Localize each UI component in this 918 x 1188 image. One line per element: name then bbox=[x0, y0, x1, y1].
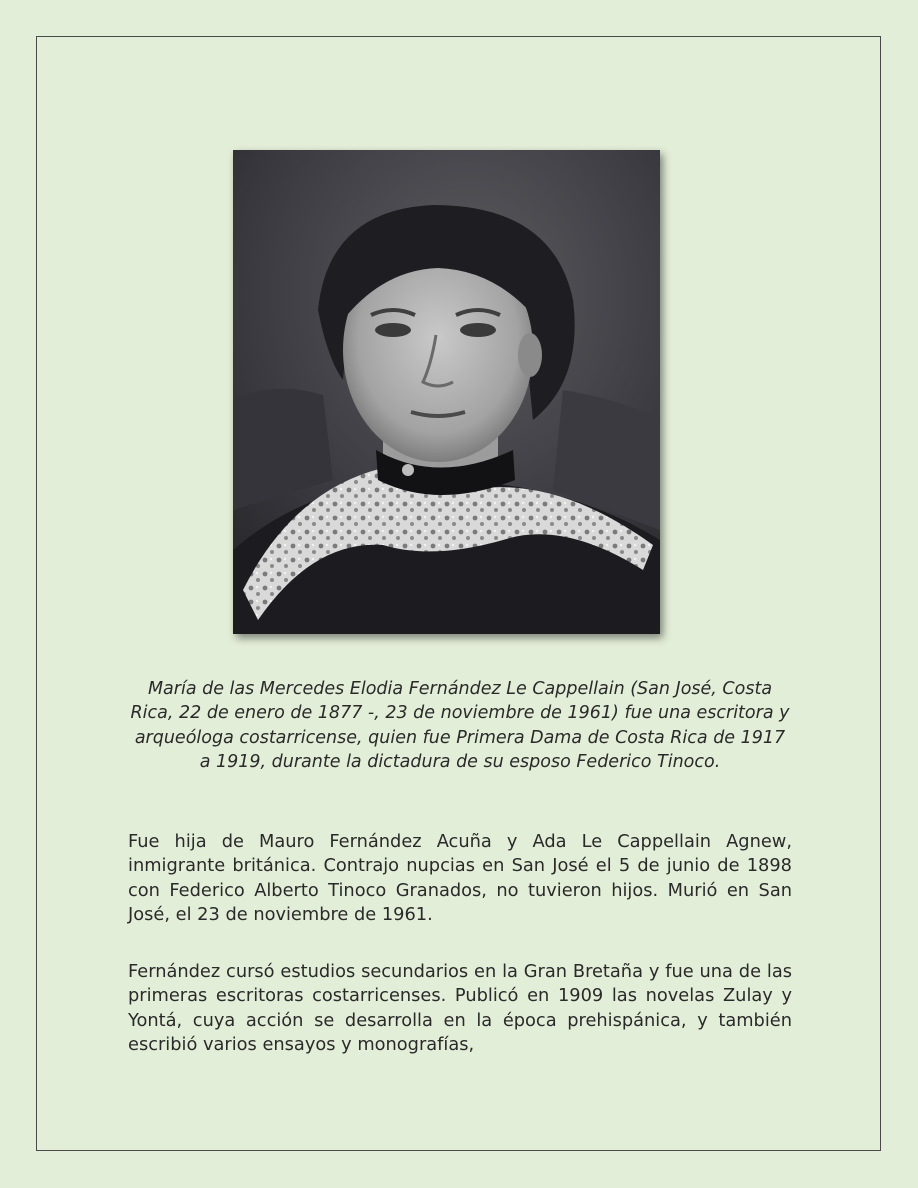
portrait-caption: María de las Mercedes Elodia Fernández Le Cappellain (San José, Costa Rica, 22 de enero de 1877 -, 23 de noviembre de 1961) fue una escritora y arqueóloga costarricense, quien fue Primera Dama de Costa Rica de 1917 a 1919, durante la dictadura de su esposo Federico Tinoco. bbox=[130, 679, 790, 773]
body-paragraph: Fernández cursó estudios secundarios en la Gran Bretaña y fue una de las primeras escritoras costarricenses. Publicó en 1909 las novelas Zulay y Yontá, cuya acción se desarrolla en la época prehispánica, y también escribió varios ensayos y monografías, bbox=[128, 961, 792, 1056]
body-paragraph: Fue hija de Mauro Fernández Acuña y Ada Le Cappellain Agnew, inmigrante británica. Contrajo nupcias en San José el 5 de junio de 1898 con Federico Alberto Tinoco Granados, no tuvieron hijos. Murió en San José, el 23 de noviembre de 1961. bbox=[128, 831, 792, 926]
portrait-photo bbox=[233, 150, 660, 634]
